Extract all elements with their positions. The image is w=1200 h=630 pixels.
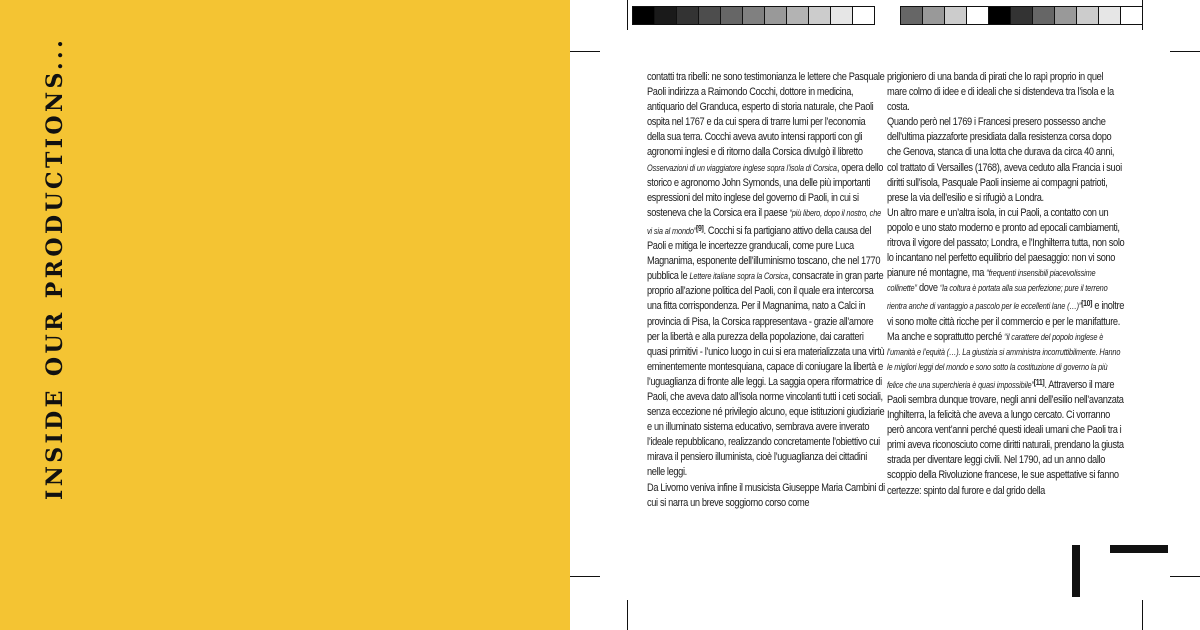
calibration-swatch <box>1033 7 1055 24</box>
calibration-swatch <box>787 7 809 24</box>
calibration-swatch <box>853 7 874 24</box>
calibration-swatch <box>989 7 1011 24</box>
color-calibration-bar-left <box>632 6 875 25</box>
footnote-ref[interactable]: [11] <box>1033 376 1045 387</box>
calibration-swatch <box>809 7 831 24</box>
calibration-swatch <box>831 7 853 24</box>
crop-mark <box>1142 600 1143 630</box>
crop-mark <box>1170 51 1200 52</box>
crop-mark <box>570 576 600 577</box>
crop-mark <box>1142 0 1143 30</box>
calibration-swatch <box>1099 7 1121 24</box>
calibration-swatch <box>1121 7 1142 24</box>
calibration-swatch <box>1011 7 1033 24</box>
crop-mark <box>570 51 600 52</box>
paragraph: contatti tra ribelli: ne sono testimonianza le lettere che Pasquale Paoli indirizza a Raimondo Cocchi, dottore in medicina, antiquario del Granduca, esperto di storia naturale, che Paoli ospita nel 1767 e da cui spera di trarre lumi per l’economia della sua terra. Cocchi aveva avuto intensi rapporti con gli agronomi inglesi e di ritorno dalla Corsica divulgò il libretto Osservazioni di un viaggiatore inglese sopra l’isola di Corsica, opera dello storico e agronomo John Symonds, una delle più importanti espressioni del mito inglese del governo di Paoli, in cui si sosteneva che la Corsica era il paese “più libero, dopo il nostro, che vi sia al mondo”[9]. Cocchi si fa partigiano attivo della causa del Paoli e mitiga le incertezze granducali, come pure Luca Magnanima, esponente dell’illuminismo toscano, che nel 1770 pubblica le Lettere italiane sopra la Corsica, consacrate in gran parte proprio all’azione politica del Paoli, con il quale era intercorsa una fitta corrispondenza. Per il Magnanima, nato a Calci in provincia di Pisa, la Corsica rappresentava - grazie all’amore per la libertà e alla purezza della popolazione, dai caratteri quasi primitivi - l’unico luogo in cui si era materializzata una virtù eminentemente montesquiana, capace di coniugare la libertà e l’uguaglianza di fronte alle leggi. La saggia opera riformatrice di Paoli, che aveva dato all’isola norme vincolanti tutti i ceti sociali, senza eccezione né privilegio alcuno, eque istituzioni giudiziarie e un illuminato sistema educativo, sembrava avere inverato l’ideale repubblicano, realizzando concretamente l’obiettivo cui mirava il pensiero illuminista, cioè l’uguaglianza dei cittadini nelle leggi. <box>647 71 885 479</box>
paragraph: Un altro mare e un’altra isola, in cui Paoli, a contatto con un popolo e uno stato moderno e pronto ad epocali cambiamenti, ritrova il vigore del passato; Londra, e l’Inghilterra tutta, non solo lo incantano nel perfetto equilibrio del paesaggio: non vi sono pianure né montagne, ma “frequenti insensibili piacevolissime collinette” dove “la coltura è portata alla sua perfezione; pure il terreno rientra anche di vantaggio a pascolo per le eccellenti lane (…)”[10] e inoltre vi sono molte città ricche per il commercio e per le manifatture. Ma anche e soprattutto perché “il carattere del popolo inglese è l’umanità e l’equità (…). La giustizia si amministra incorruttibilmente. Hanno le migliori leggi del mondo e sono sotto la costituzione di governo la più felice che una superchieria è quasi impossibile”[11]. Attraverso il mare Paoli sembra dunque trovare, negli anni dell’esilio nell’avanzata Inghilterra, la felicità che aveva a lungo cercato. Ci vorranno però ancora vent’anni perché questi ideali umani che Paoli tra i primi aveva riconosciuto come diritti naturali, prendano la giusta strada per diventare leggi civili. Nel 1790, ad un anno dallo scoppio della Rivoluzione francese, le sue aspettative si fanno certezze: spinto dal furore e dal grido della <box>887 206 1125 497</box>
side-title: INSIDE OUR PRODUCTIONS... <box>42 36 68 500</box>
page-number-glyph <box>1110 545 1168 553</box>
calibration-swatch <box>923 7 945 24</box>
crop-mark <box>627 0 628 30</box>
quote: Osservazioni di un viaggiatore inglese sopra l’isola di Corsica <box>647 162 837 173</box>
calibration-swatch <box>655 7 677 24</box>
page-number-glyph <box>1072 545 1080 597</box>
text-column-right <box>887 70 1125 499</box>
crop-mark <box>627 600 628 630</box>
quote: “la coltura è portata alla sua perfezione; pure il terreno rientra anche di vantaggio a pascolo per le eccellenti lane (…)” <box>887 283 1108 312</box>
calibration-swatch <box>1077 7 1099 24</box>
book-page <box>570 0 1200 630</box>
calibration-swatch <box>721 7 743 24</box>
calibration-swatch <box>967 7 989 24</box>
calibration-swatch <box>945 7 967 24</box>
footnote-ref[interactable]: [9] <box>696 222 704 233</box>
calibration-swatch <box>699 7 721 24</box>
paragraph: Quando però nel 1769 i Francesi presero possesso anche dell’ultima piazzaforte presidiata dalla resistenza corsa dopo che Genova, stanca di una lotta che durava da circa 40 anni, col trattato di Versailles (1768), aveva ceduto alla Francia i suoi diritti sull’isola, Pasquale Paoli insieme ai compagni patrioti, prese la via dell’esilio e si rifugiò a Londra. <box>887 116 1122 204</box>
paragraph: prigioniero di una banda di pirati che lo rapì proprio in quel mare colmo di idee e di ideali che si distendeva tra l’isola e la costa. <box>887 71 1114 114</box>
quote: “più libero, dopo il nostro, che vi sia al mondo” <box>647 207 882 236</box>
quote: “il carattere del popolo inglese è l’umanità e l’equità (…). La giustizia si amministra incorruttibilmente. Hanno le migliori leggi del mondo e sono sotto la costituzione di governo la più felice che una superchieria è quasi impossibile” <box>887 331 1121 390</box>
footnote-ref[interactable]: [10] <box>1081 298 1093 309</box>
calibration-swatch <box>1055 7 1077 24</box>
color-calibration-bar-right <box>900 6 1143 25</box>
calibration-swatch <box>765 7 787 24</box>
paragraph: Da Livorno veniva infine il musicista Giuseppe Maria Cambini di cui si narra un breve soggiorno corso come <box>647 481 885 509</box>
calibration-swatch <box>901 7 923 24</box>
calibration-swatch <box>677 7 699 24</box>
text-column-left <box>647 70 885 511</box>
calibration-swatch <box>633 7 655 24</box>
quote: Lettere italiane sopra la Corsica <box>689 271 788 282</box>
calibration-swatch <box>743 7 765 24</box>
yellow-side-panel <box>0 0 570 630</box>
crop-mark <box>1170 576 1200 577</box>
quote: “frequenti insensibili piacevolissime collinette” <box>887 268 1096 294</box>
